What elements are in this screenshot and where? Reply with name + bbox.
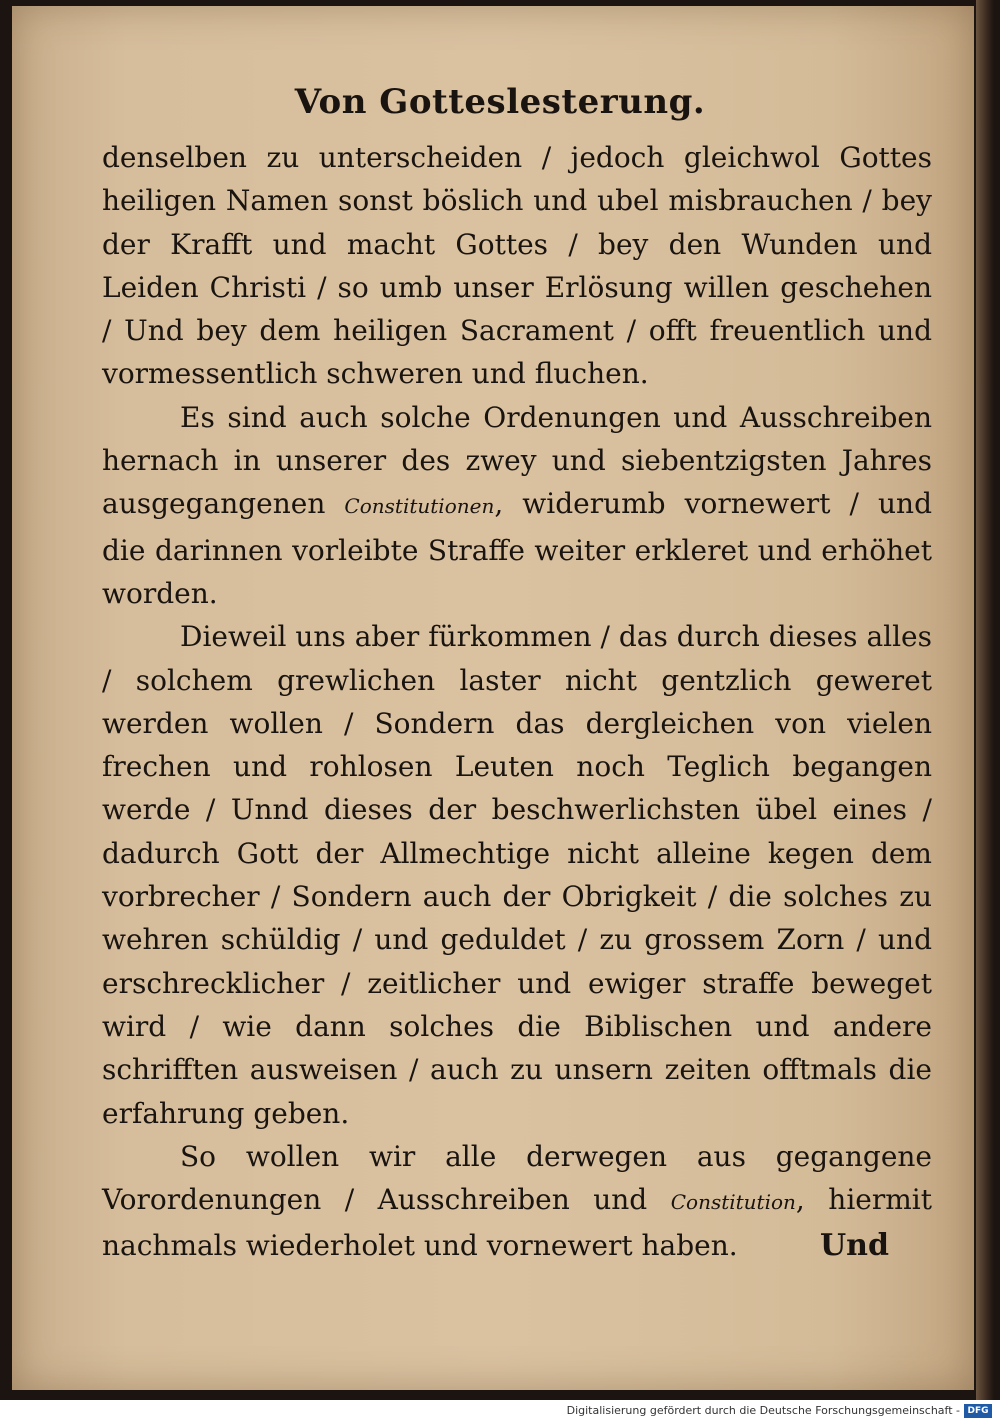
paragraph-2-text-before: Es sind auch solche Ordenungen und Ausschreiben hernach in unserer des zwey und siebentzigsten Jahres ausgegangenen [102,400,932,521]
catchword: Und [820,1228,889,1263]
running-head: Von Gotteslesterung. [294,82,706,122]
paragraph-1: denselben zu unterscheiden / jedoch gleichwol Gottes heiligen Namen sonst böslich und ubel misbrauchen / bey der Krafft und macht Gottes / bey den Wunden und Leiden Christi / so umb unser Erlösung willen geschehen / Und bey dem heiligen Sacrament / offt freuentlich und vormessentlich schweren und fluchen. [102,141,932,391]
digitization-footer [0,1400,1000,1423]
page-edge [976,0,994,1400]
paragraph-4-latin-term: Constitution [670,1190,796,1215]
dfg-logo[interactable]: DFG [964,1404,992,1418]
paragraph-4-text-before: So wollen wir alle derwegen aus gegangene Vorordenungen / Ausschreiben und [102,1139,932,1217]
paragraph-3: Dieweil uns aber fürkommen / das durch dieses alles / solchem grewlichen laster nicht gentzlich geweret werden wollen / Sondern das dergleichen von vielen frechen und rohlosen Leuten noch Teglich begangen werde / Unnd dieses der beschwerlichsten übel eines / dadurch Gott der Allmechtige nicht alleine kegen dem vorbrecher / Sondern auch der Obrigkeit / die solches zu wehren schüldig / und geduldet / zu grossem Zorn / und erschrecklicher / zeitlicher und ewiger straffe beweget wird / wie dann solches die Biblischen und andere schrifften ausweisen / auch zu unsern zeiten offtmals die erfahrung geben. [102,620,932,1130]
paragraph-4 [102,1135,932,1268]
body-text [102,136,932,1268]
paragraph-2-text-after: , widerumb vornewert / und die darinnen vorleibte Straffe weiter erkleret und erhöhet worden. [102,487,932,610]
paragraph-2-latin-term: Constitutionen [344,494,495,519]
funding-credit: Digitalisierung gefördert durch die Deutsche Forschungsgemeinschaft - [566,1404,960,1417]
paragraph-4-text-after: , hiermit nachmals wiederholet und vornewert haben. [102,1183,932,1263]
paragraph-2 [102,396,932,615]
